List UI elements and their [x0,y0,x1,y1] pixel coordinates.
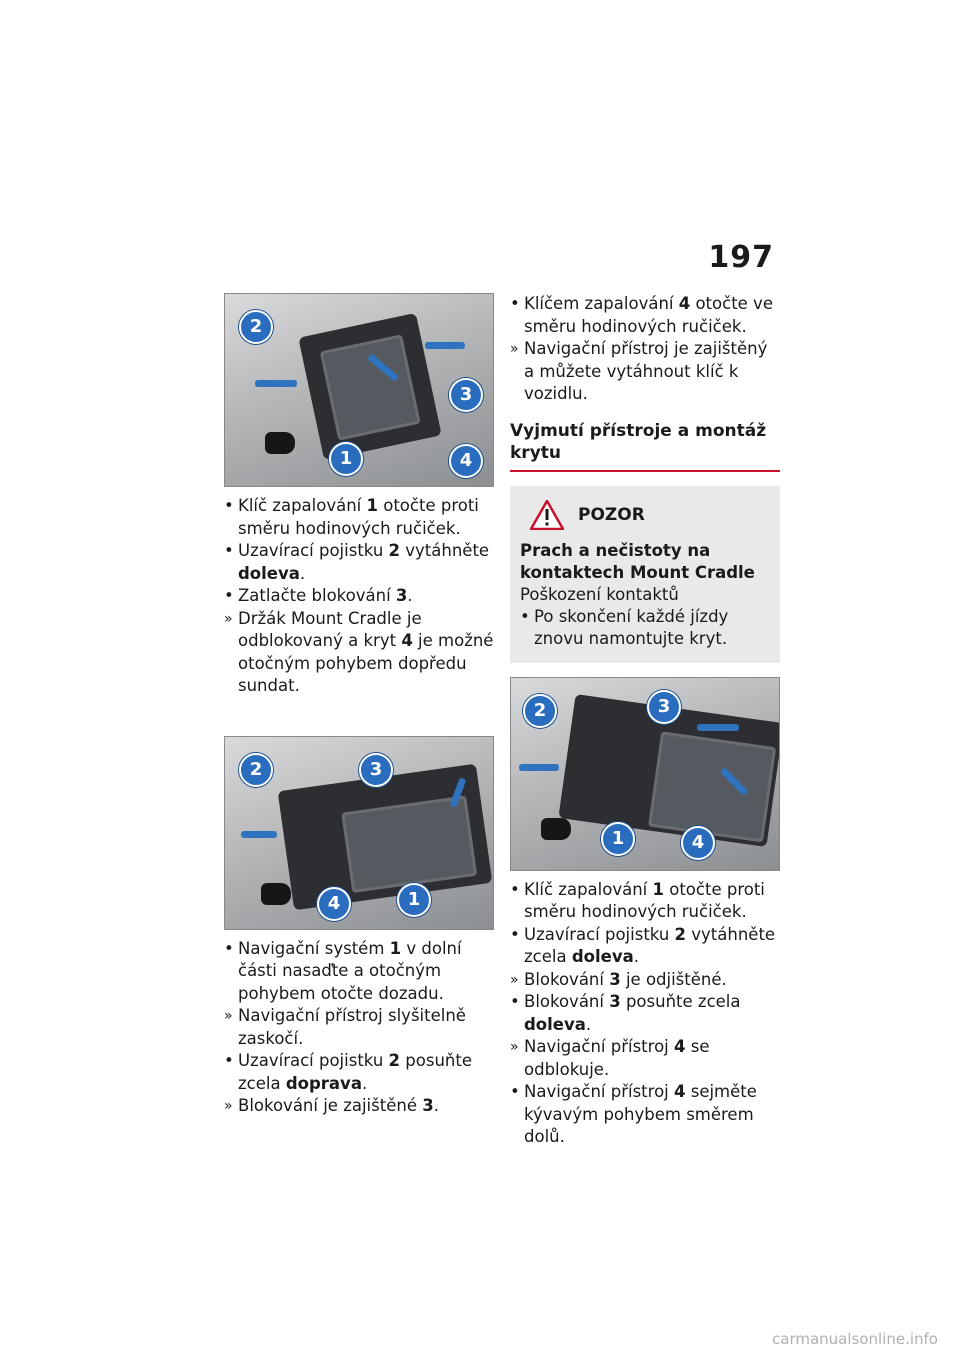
emphasis-text: 3 [609,992,621,1011]
instruction-list [510,293,780,406]
figure-remove-cover [224,293,494,487]
emphasis-text: doprava [285,1073,362,1093]
step-text: vytáhněte [400,541,490,560]
arrow-right-icon [425,342,465,349]
step-text: Klíč zapalování [238,496,367,515]
callout-badge: 3 [359,753,393,787]
step-text: Navigační přístroj [524,1037,674,1056]
ignition-key-icon [261,883,291,905]
step-text: . [407,586,413,605]
emphasis-text: 1 [366,496,378,515]
step-text: Klíčem zapalování [524,294,679,313]
figure-mount-navigator [224,736,494,930]
bullet-marker: • [510,992,520,1011]
bullet-marker: • [224,541,234,560]
step-text: Navigační přístroj slyšitelně zaskočí. [238,1006,466,1048]
step-text: je možné otočným pohybem dopředu sundat. [238,631,494,695]
warning-item: • Po skončení každé jízdy znovu namontujte kryt. [520,606,729,648]
step-item [510,1081,780,1149]
ignition-key-icon [265,432,295,454]
result-marker: » [224,610,233,627]
warning-triangle-icon [530,500,564,530]
navigator-screen [341,795,477,893]
bullet-marker: • [510,1082,520,1101]
arrow-left-icon [255,380,297,387]
step-item [510,879,780,924]
step-text: Klíč zapalování [524,879,653,899]
step-text: se odblokuje. [524,1037,710,1079]
arrow-left-icon [697,724,739,731]
bullet-marker: • [224,496,234,515]
callout-badge: 2 [239,310,273,344]
step-item [224,540,494,585]
step-text: v dolní části nasaďte a otočným pohybem otočte dozadu. [238,938,462,1003]
warning-header [530,500,770,530]
emphasis-text: 2 [388,1051,401,1070]
result-item [224,1095,494,1118]
step-text: otočte proti směru hodinových ručiček. [524,879,765,921]
section-title: Vyjmutí přístroje a montáž krytu [510,420,780,472]
emphasis-text: 1 [652,879,664,899]
step-text: Zatlačte blokování [238,586,396,605]
left-column [224,293,494,1118]
emphasis-text: 4 [678,294,691,313]
right-column [510,293,780,1149]
footer-watermark: carmanualsonline.info [772,1330,938,1348]
warning-title: Prach a nečistoty na kontaktech Mount Cradle [520,540,755,582]
step-item [510,991,780,1036]
step-item [224,495,494,540]
emphasis-text: 4 [401,631,413,650]
step-text: Uzavírací pojistku [238,541,389,560]
step-text: Blokování [524,969,610,989]
emphasis-text: 3 [395,586,408,605]
result-marker: » [224,1008,233,1024]
result-marker: » [224,1098,233,1114]
arrow-right-icon [241,831,277,838]
bullet-marker: • [224,586,234,605]
step-text: posuňte zcela [238,1051,472,1093]
step-text: vytáhněte zcela [524,924,776,966]
bullet-marker: • [510,924,520,944]
warning-box [510,486,780,663]
cradle-cover [320,334,421,440]
step-text: . [633,947,639,966]
instruction-list [510,879,780,1149]
step-text: otočte ve směru hodinových ručiček. [524,294,773,336]
emphasis-text: 4 [674,1037,686,1056]
step-text: Blokování [524,992,610,1011]
result-marker: » [510,341,519,357]
result-item [510,338,780,406]
result-item [510,969,780,992]
step-text: Blokování je zajištěné [238,1096,423,1115]
callout-badge: 3 [647,690,681,724]
emphasis-text: 2 [674,924,687,944]
step-text: . [433,1096,439,1115]
bullet-marker: • [224,938,234,958]
bullet-marker: • [510,294,520,313]
step-text: Uzavírací pojistku [524,924,675,944]
navigator-screen [648,731,776,842]
step-text: je odjištěné. [620,969,727,989]
step-item [510,293,780,338]
step-item [224,1050,494,1095]
warning-subtitle: Poškození kontaktů [520,584,679,604]
step-text: Držák Mount Cradle je odblokovaný a kryt [238,608,422,650]
step-text: posuňte zcela [620,992,741,1011]
step-text: sejměte kývavým pohybem směrem dolů. [524,1082,757,1146]
result-item [224,1005,494,1050]
result-item [224,608,494,698]
ignition-key-icon [541,818,571,840]
bullet-marker: • [224,1051,234,1070]
step-text: . [299,563,306,583]
result-marker: » [510,1039,519,1055]
step-text: otočte proti směru hodinových ručiček. [238,496,479,538]
step-text: . [361,1073,368,1093]
emphasis-text: doleva [571,947,634,966]
emphasis-text: doleva [238,563,300,583]
callout-badge: 1 [329,442,363,476]
callout-badge: 4 [317,887,351,921]
instruction-list [224,495,494,698]
step-text: Navigační přístroj [524,1082,674,1101]
step-text: . [585,1014,592,1034]
callout-badge: 2 [523,694,557,728]
emphasis-text: doleva [524,1014,586,1034]
warning-list [520,606,770,651]
result-item [510,1036,780,1081]
step-item [224,938,494,1006]
step-text: Navigační přístroj je zajištěný a můžete vytáhnout klíč k vozidlu. [524,339,768,403]
emphasis-text: 2 [388,541,401,560]
callout-badge: 4 [681,826,715,860]
callout-badge: 1 [601,822,635,856]
callout-badge: 2 [239,753,273,787]
emphasis-text: 1 [389,938,402,958]
emphasis-text: 3 [422,1096,434,1115]
step-text: Uzavírací pojistku [238,1051,389,1070]
cradle-device [298,313,441,460]
instruction-list [224,938,494,1118]
step-item [224,585,494,608]
arrow-left-icon [519,764,559,771]
callout-badge: 3 [449,378,483,412]
step-item [510,924,780,969]
step-text: Navigační systém [238,938,390,958]
callout-badge: 4 [449,444,483,478]
bullet-marker: • [510,879,520,899]
page-number: 197 [708,240,774,275]
emphasis-text: 3 [609,969,621,989]
emphasis-text: 4 [674,1082,686,1101]
callout-badge: 1 [397,883,431,917]
warning-label: POZOR [578,504,645,525]
figure-remove-navigator [510,677,780,871]
result-marker: » [510,971,519,988]
